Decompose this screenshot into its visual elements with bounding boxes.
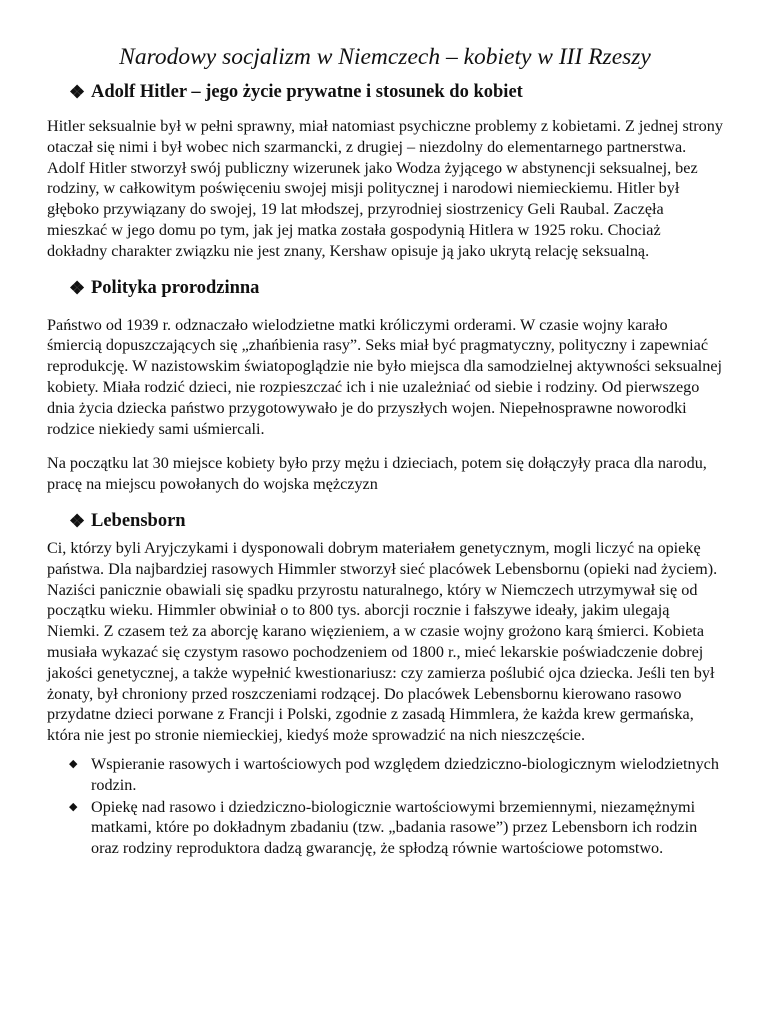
section-heading-lebensborn	[69, 509, 723, 533]
bullet-list	[47, 754, 723, 859]
list-item	[47, 754, 723, 796]
list-item	[47, 797, 723, 859]
section-heading-polityka-prorodzinna	[69, 276, 723, 300]
paragraph: Hitler seksualnie był w pełni sprawny, miał natomiast psychiczne problemy z kobietami. Z jednej strony otaczał się nimi i był wobec nich szarmancki, z drugiej – niezdolny do elementarnego partnerstwa. Adolf Hitler stworzył swój publiczny wizerunek jako Wodza żyjącego w abstynencji seksualnej, bez rodziny, w całkowitym poświęceniu swojej misji politycznej i narodowi niemieckiemu. Hitler był głęboko przywiązany do swojej, 19 lat młodszej, przyrodniej siostrzenicy Geli Raubal. Zaczęła mieszkać w jego domu po tym, jak jej matka została gospodynią Hitlera w 1925 roku. Chociaż dokładny charakter związku nie jest znany, Kershaw opisuje ją jako ukrytą relację seksualną.	[47, 117, 723, 260]
paragraph: Państwo od 1939 r. odznaczało wielodzietne matki króliczymi orderami. W czasie wojny karało śmiercią dopuszczających się „zhańbienia rasy”. Seks miał być pragmatyczny, polityczny i zapewniać reprodukcję. W nazistowskim światopoglądzie nie było miejsca dla samodzielnej aktywności seksualnej kobiety. Miała rodzić dzieci, nie rozpieszczać ich i nie uzależniać od siebie i rodziny. Od pierwszego dnia życia dziecka państwo przygotowywało je do przyszłych wojen. Niepełnosprawne noworodki rodzice niekiedy sami uśmiercali.	[47, 315, 723, 438]
diamond-bullet-icon: ◆	[69, 757, 78, 770]
four-diamond-bullet-icon: ❖	[69, 277, 86, 298]
list-item-text: Wspieranie rasowych i wartościowych pod względem dziedziczno-biologicznym wielodzietnych rodzin.	[91, 754, 719, 794]
section-heading-adolf-hitler	[69, 80, 723, 104]
list-item-text: Opiekę nad rasowo i dziedziczno-biologicznie wartościowymi brzemiennymi, niezamężnymi matkami, które po dokładnym zbadaniu (tzw. „badania rasowe”) przez Lebensborn ich rodzin oraz rodziny reproduktora dadzą gwarancję, że spłodzą równie wartościowe potomstwo.	[91, 797, 698, 858]
section-heading-text: Adolf Hitler – jego życie prywatne i stosunek do kobiet	[91, 82, 523, 102]
four-diamond-bullet-icon: ❖	[69, 82, 86, 102]
document-page	[47, 42, 723, 860]
section-heading-text: Lebensborn	[91, 510, 186, 531]
paragraph: Na początku lat 30 miejsce kobiety było przy mężu i dzieciach, potem się dołączyły praca dla narodu, pracę na miejscu powołanych do wojska mężczyzn	[47, 454, 707, 494]
diamond-bullet-icon: ◆	[69, 800, 78, 813]
section-heading-text: Polityka prorodzinna	[91, 277, 260, 298]
four-diamond-bullet-icon: ❖	[69, 510, 86, 531]
page-title: Narodowy socjalizm w Niemczech – kobiety w III Rzeszy	[119, 44, 651, 70]
paragraph: Ci, którzy byli Aryjczykami i dysponowali dobrym materiałem genetycznym, mogli liczyć na opiekę państwa. Dla najbardziej rasowych Himmler stworzył sieć placówek Lebensbornu (opieki nad życiem). Naziści panicznie obawiali się spadku przyrostu naturalnego, który w Niemczech utrzymywał się od początku wieku. Himmler obwiniał o to 800 tys. aborcji rocznie i fałszywe ideały, jakim ulegają Niemki. Z czasem też za aborcję karano więzieniem, a w czasie wojny grożono karą śmierci. Kobieta musiała wykazać się czystym rasowo pochodzeniem od 1800 r., mieć lekarskie poświadczenie dobrej jakości genetycznej, a także wypełnić kwestionariusz: czy zamierza poślubić ojca dziecka. Jeśli ten był żonaty, był chroniony przed roszczeniami rodzącej. Do placówek Lebensbornu kierowano rasowo przydatne dzieci porwane z Francji i Polski, zgodnie z zasadą Himmlera, że każda krew germańska, która nie jest po stronie niemieckiej, kiedyś może sprowadzić na nich nieszczęście.	[47, 538, 718, 745]
